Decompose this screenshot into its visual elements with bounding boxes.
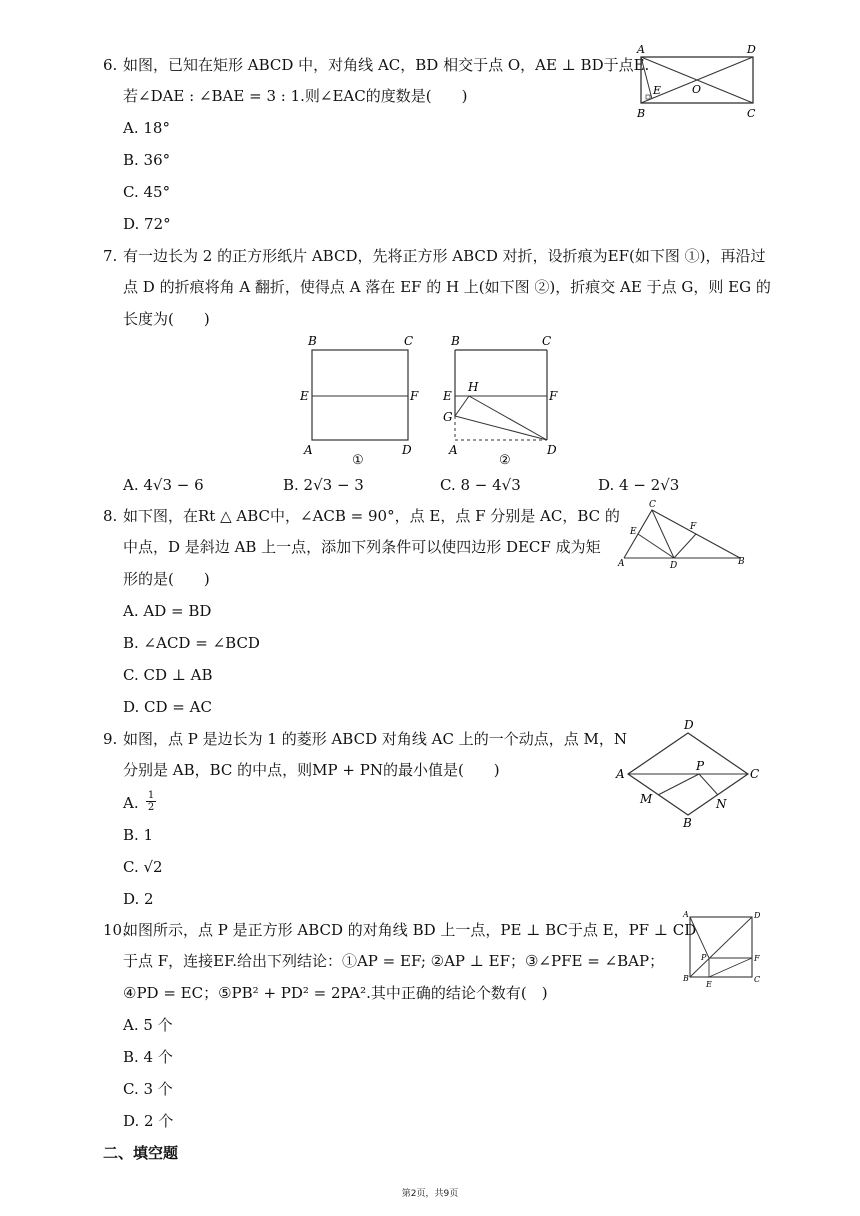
figure1-square: [312, 350, 408, 440]
question-10-number: 10.: [103, 921, 127, 939]
figure2-label-c: C: [542, 334, 552, 348]
diagonal-bd: [690, 917, 752, 977]
figure1-label-e: E: [300, 389, 309, 403]
question-9-figure: [612, 715, 772, 833]
label-e: E: [653, 84, 662, 97]
question-6-option-c: C. 45°: [123, 183, 171, 201]
label-e: E: [630, 527, 637, 537]
question-9-option-b: B. 1: [123, 826, 154, 844]
label-b: B: [738, 557, 745, 567]
label-b: B: [637, 107, 646, 120]
question-8-number: 8.: [103, 507, 118, 525]
label-e: E: [706, 980, 712, 989]
segment-ap: [690, 917, 709, 958]
figure1-label-c: C: [404, 334, 414, 348]
label-b: B: [683, 974, 689, 983]
question-10-option-c: C. 3 个: [123, 1080, 173, 1098]
question-7-option-b: B. 2√3 − 3: [283, 476, 364, 494]
figure2-label-a: A: [449, 443, 458, 457]
fraction-numerator: 1: [147, 790, 155, 801]
section-title: 二、填空题: [103, 1144, 179, 1162]
question-6-option-d: D. 72°: [123, 215, 171, 233]
figure2-label-f: F: [549, 389, 558, 403]
segment-mp: [658, 774, 699, 795]
label-d: D: [747, 43, 756, 56]
question-8-figure: [612, 498, 752, 573]
question-9-option-c: C. √2: [123, 858, 163, 876]
question-7-number: 7.: [103, 247, 118, 265]
label-f: F: [690, 522, 697, 532]
label-c: C: [750, 767, 760, 781]
question-10-option-a: A. 5 个: [123, 1016, 173, 1034]
question-10-option-b: B. 4 个: [123, 1048, 173, 1066]
label-p: P: [696, 759, 705, 773]
page-footer: 第2页，共9页: [401, 1189, 459, 1199]
question-6-figure: [632, 42, 762, 122]
question-7-option-c: C. 8 − 4√3: [440, 476, 521, 494]
question-8-option-a: A. AD = BD: [123, 602, 212, 620]
question-8-option-b: B. ∠ACD = ∠BCD: [123, 634, 260, 652]
right-angle-mark: [646, 95, 650, 99]
segment-pn: [699, 774, 718, 795]
question-9-option-a-prefix: A.: [123, 794, 139, 812]
question-7-option-a: A. 4√3 − 6: [123, 476, 204, 494]
label-m: M: [640, 792, 653, 806]
question-10-text-line3: ④PD = EC；⑤PB² + PD² = 2PA².其中正确的结论个数有( ): [123, 984, 548, 1002]
question-6-number: 6.: [103, 56, 118, 74]
label-c: C: [754, 975, 761, 984]
segment-ef: [709, 958, 752, 977]
figure2-label-e: E: [443, 389, 452, 403]
figure2-label-h: H: [468, 380, 479, 394]
label-p: P: [701, 953, 707, 962]
question-7-option-d: D. 4 − 2√3: [598, 476, 680, 494]
question-9-option-d: D. 2: [123, 890, 154, 908]
figure2-segment-hd: [469, 396, 547, 440]
question-10-text-line1: 如图所示，点 P 是正方形 ABCD 的对角线 BD 上一点，PE ⊥ BC于点 E，PF ⊥ CD: [123, 921, 697, 939]
label-a: A: [683, 910, 689, 919]
label-c: C: [649, 500, 656, 510]
figure2-segment-gh: [455, 396, 469, 416]
segment-fd: [674, 534, 696, 558]
figure2-label-d: D: [547, 443, 557, 457]
label-a: A: [618, 559, 625, 569]
label-n: N: [716, 797, 727, 811]
question-10-figure: [680, 905, 770, 990]
question-9-option-a-fraction: [146, 790, 156, 813]
question-7-text-line1: 有一边长为 2 的正方形纸片 ABCD，先将正方形 ABCD 对折，设折痕为EF(如下图 ①)，再沿过: [123, 247, 766, 265]
question-10-text-line2: 于点 F，连接EF.给出下列结论：①AP = EF; ②AP ⊥ EF；③∠PFE = ∠BAP；: [123, 952, 665, 970]
question-8-text-line2: 中点，D 是斜边 AB 上一点，添加下列条件可以使四边形 DECF 成为矩: [123, 538, 601, 556]
label-a: A: [637, 43, 645, 56]
figure1-label-b: B: [308, 334, 317, 348]
label-o: O: [692, 83, 702, 96]
figure1-label-d: D: [402, 443, 412, 457]
fraction-denominator: 2: [147, 802, 155, 813]
question-8-text-line3: 形的是( ): [123, 570, 210, 588]
question-8-option-c: C. CD ⊥ AB: [123, 666, 213, 684]
question-6-text-line2: 若∠DAE : ∠BAE = 3 : 1.则∠EAC的度数是( ): [123, 87, 468, 105]
label-d: D: [670, 561, 678, 571]
figure2-label-g: G: [443, 410, 453, 424]
triangle-abc: [624, 510, 740, 558]
label-b: B: [683, 816, 692, 830]
question-9-text-line2: 分别是 AB，BC 的中点，则MP + PN的最小值是( ): [123, 761, 500, 779]
question-6-option-b: B. 36°: [123, 151, 171, 169]
figure1-label-f: F: [410, 389, 419, 403]
label-d: D: [684, 718, 694, 732]
question-8-text-line1: 如下图，在Rt △ ABC中，∠ACB = 90°，点 E，点 F 分别是 AC，BC 的: [123, 507, 620, 525]
label-f: F: [754, 954, 760, 963]
question-9-text-line1: 如图，点 P 是边长为 1 的菱形 ABCD 对角线 AC 上的一个动点，点 M，N: [123, 730, 627, 748]
figure2-label-b: B: [451, 334, 460, 348]
segment-ae: [641, 57, 652, 99]
question-10-option-d: D. 2 个: [123, 1112, 174, 1130]
question-8-option-d: D. CD = AC: [123, 698, 212, 716]
label-a: A: [616, 767, 625, 781]
question-6-option-a: A. 18°: [123, 119, 170, 137]
question-7-text-line3: 长度为( ): [123, 310, 210, 328]
figure1-label-a: A: [304, 443, 313, 457]
label-c: C: [747, 107, 756, 120]
figure2-fold-gd: [455, 416, 547, 440]
question-7-figures: [292, 330, 572, 470]
label-d: D: [754, 911, 761, 920]
figure2-caption: ②: [499, 453, 511, 468]
question-7-text-line2: 点 D 的折痕将角 A 翻折，使得点 A 落在 EF 的 H 上(如下图 ②)，折痕交 AE 于点 G，则 EG 的: [123, 278, 771, 296]
figure1-caption: ①: [352, 453, 364, 468]
question-9-number: 9.: [103, 730, 118, 748]
question-6-text-line1: 如图，已知在矩形 ABCD 中，对角线 AC，BD 相交于点 O，AE ⊥ BD于点E.: [123, 56, 650, 74]
